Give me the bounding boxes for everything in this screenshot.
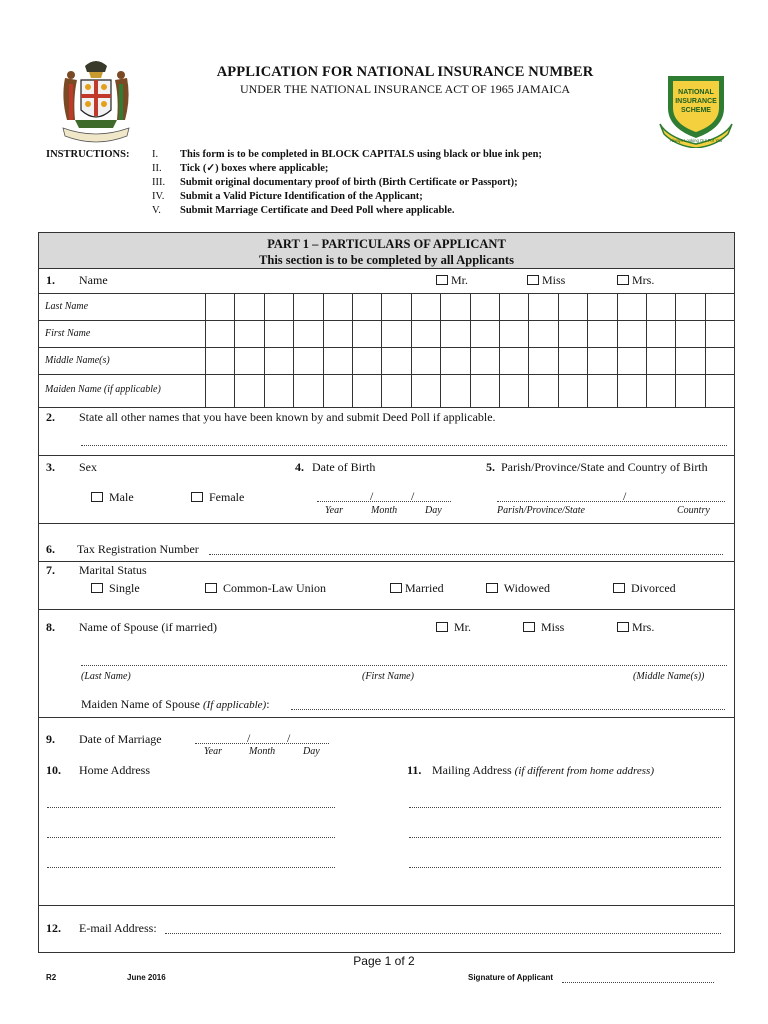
s2-label: State all other names that you have been known by and submit Deed Poll if applicable. — [79, 410, 496, 424]
name-grid — [39, 293, 734, 407]
middle-name-label: Middle Name(s) — [45, 355, 110, 366]
instruction-num: I. — [152, 149, 159, 160]
marriage-month-caption: Month — [249, 746, 276, 757]
name-grid-divider — [558, 293, 559, 407]
name-grid-divider — [323, 293, 324, 407]
logo-ribbon-text: Always Looking Out For You — [669, 138, 723, 143]
parish-caption: Parish/Province/State — [497, 505, 585, 516]
form-revision: R2 — [46, 973, 57, 982]
s11-label: Mailing Address (if different from home address) — [432, 763, 654, 777]
nis-shield-logo — [656, 66, 736, 148]
s5-label: Parish/Province/State and Country of Birth — [501, 460, 708, 474]
marriage-date-field[interactable] — [195, 743, 329, 744]
form-date: June 2016 — [127, 973, 166, 982]
checkbox-icon — [91, 492, 103, 502]
marital-widowed-checkbox[interactable]: Widowed — [486, 581, 550, 596]
instruction-num: III. — [152, 177, 166, 188]
name-grid-divider — [411, 293, 412, 407]
marital-married-checkbox[interactable]: Married — [390, 581, 444, 596]
name-grid-divider — [646, 293, 647, 407]
part1-heading: PART 1 – PARTICULARS OF APPLICANT — [267, 237, 506, 251]
name-grid-divider — [528, 293, 529, 407]
name-grid-divider — [587, 293, 588, 407]
s3-number: 3. — [46, 460, 55, 474]
name-grid-divider — [264, 293, 265, 407]
name-grid-divider — [675, 293, 676, 407]
checkbox-icon — [390, 583, 402, 593]
checkbox-icon — [436, 622, 448, 632]
name-grid-divider — [499, 293, 500, 407]
marital-common-law-checkbox[interactable]: Common-Law Union — [205, 581, 326, 596]
checkbox-icon — [486, 583, 498, 593]
dob-field[interactable] — [317, 501, 451, 502]
name-grid-divider — [205, 293, 206, 407]
checkbox-icon — [527, 275, 539, 285]
instruction-num: V. — [152, 205, 161, 216]
marriage-year-caption: Year — [204, 746, 222, 757]
instruction-num: II. — [152, 163, 162, 174]
s4-label: Date of Birth — [312, 460, 376, 474]
spouse-mrs-checkbox[interactable]: Mrs. — [617, 620, 654, 635]
dob-day-caption: Day — [425, 505, 442, 516]
first-name-label: First Name — [45, 328, 91, 339]
trn-field[interactable] — [209, 554, 723, 555]
home-address-line3[interactable] — [47, 867, 335, 868]
home-address-line2[interactable] — [47, 837, 335, 838]
title-miss-checkbox[interactable]: Miss — [527, 273, 565, 288]
signature-label: Signature of Applicant — [468, 973, 554, 982]
instruction-text: Tick (✓) boxes where applicable; — [180, 163, 329, 174]
checkbox-icon — [613, 583, 625, 593]
spouse-last-caption: (Last Name) — [81, 671, 131, 682]
sex-female-checkbox[interactable]: Female — [191, 490, 244, 505]
logo-text-line2: INSURANCE — [675, 98, 717, 105]
logo-text-line3: SCHEME — [681, 107, 711, 114]
mailing-address-line3[interactable] — [409, 867, 721, 868]
email-field[interactable] — [165, 933, 721, 934]
maiden-name-label: Maiden Name (if applicable) — [45, 384, 161, 395]
s10-label: Home Address — [79, 763, 150, 777]
other-names-field[interactable] — [81, 445, 727, 446]
country-caption: Country — [677, 505, 710, 516]
s7-number: 7. — [46, 563, 55, 577]
name-grid-divider — [617, 293, 618, 407]
instructions-label: INSTRUCTIONS: — [46, 149, 130, 160]
mailing-address-line2[interactable] — [409, 837, 721, 838]
spouse-mr-checkbox[interactable]: Mr. — [436, 620, 471, 635]
instruction-num: IV. — [152, 191, 165, 202]
dob-month-caption: Month — [371, 505, 398, 516]
dob-year-caption: Year — [325, 505, 343, 516]
name-grid-divider — [705, 293, 706, 407]
s8-label: Name of Spouse (if married) — [79, 620, 217, 634]
s2-number: 2. — [46, 410, 55, 424]
spouse-maiden-field[interactable] — [291, 709, 725, 710]
name-grid-divider — [470, 293, 471, 407]
part1-header — [39, 233, 734, 269]
instruction-text: Submit a Valid Picture Identification of the Applicant; — [180, 191, 423, 202]
s1-label: Name — [79, 273, 108, 287]
title-mr-checkbox[interactable]: Mr. — [436, 273, 468, 288]
form-subtitle: UNDER THE NATIONAL INSURANCE ACT OF 1965 JAMAICA — [239, 82, 571, 96]
s11-number: 11. — [407, 763, 422, 777]
birthplace-field[interactable] — [497, 501, 725, 502]
checkbox-icon — [523, 622, 535, 632]
spouse-miss-checkbox[interactable]: Miss — [523, 620, 564, 635]
s9-label: Date of Marriage — [79, 732, 162, 746]
instruction-text: Submit original documentary proof of birth (Birth Certificate or Passport); — [180, 177, 518, 188]
marital-divorced-checkbox[interactable]: Divorced — [613, 581, 676, 596]
s3-label: Sex — [79, 460, 97, 474]
s4-number: 4. — [295, 460, 304, 474]
checkbox-icon — [205, 583, 217, 593]
s12-label: E-mail Address: — [79, 921, 157, 935]
spouse-first-caption: (First Name) — [362, 671, 414, 682]
spouse-middle-caption: (Middle Name(s)) — [633, 671, 705, 682]
name-grid-divider — [293, 293, 294, 407]
spouse-maiden-label: Maiden Name of Spouse (If applicable): — [81, 697, 270, 711]
name-grid-divider — [381, 293, 382, 407]
sex-male-checkbox[interactable]: Male — [91, 490, 134, 505]
s7-label: Marital Status — [79, 563, 147, 577]
checkbox-icon — [617, 275, 629, 285]
s1-number: 1. — [46, 273, 55, 287]
s8-number: 8. — [46, 620, 55, 634]
name-grid-divider — [352, 293, 353, 407]
s9-number: 9. — [46, 732, 55, 746]
checkbox-icon — [91, 583, 103, 593]
s5-number: 5. — [486, 460, 495, 474]
s10-number: 10. — [46, 763, 61, 777]
last-name-label: Last Name — [45, 301, 89, 312]
marital-single-checkbox[interactable]: Single — [91, 581, 140, 596]
form-title: APPLICATION FOR NATIONAL INSURANCE NUMBER — [216, 64, 594, 80]
instruction-text: Submit Marriage Certificate and Deed Poll where applicable. — [180, 205, 455, 216]
s6-label: Tax Registration Number — [77, 542, 199, 556]
spouse-name-field[interactable] — [81, 665, 727, 666]
logo-text-line1: NATIONAL — [678, 89, 714, 96]
page-number: Page 1 of 2 — [353, 954, 415, 968]
home-address-line1[interactable] — [47, 807, 335, 808]
checkbox-icon — [436, 275, 448, 285]
title-mrs-checkbox[interactable]: Mrs. — [617, 273, 654, 288]
coat-of-arms-logo — [55, 58, 137, 146]
name-grid-divider — [234, 293, 235, 407]
mailing-address-line1[interactable] — [409, 807, 721, 808]
part1-subheading: This section is to be completed by all Applicants — [259, 253, 514, 267]
s6-number: 6. — [46, 542, 55, 556]
signature-field[interactable] — [562, 982, 714, 983]
checkbox-icon — [617, 622, 629, 632]
marriage-day-caption: Day — [303, 746, 320, 757]
checkbox-icon — [191, 492, 203, 502]
part1-form: PART 1 – PARTICULARS OF APPLICANT This section is to be completed by all Applicants 1. Name Mr. Miss Mrs. Last Name First Name Middle Name(s) Maiden Name (if applicable) 2. State all other names that you have been known by and submit Deed Poll if applicable. 3. Sex Male Female 4. Date of Birth / / Year Month Day 5. Parish/Province/State and Country of Birth / Parish/Province/State Country 6. Tax Registration Number 7. Marital Status Single Common-Law Union Married Widowed Divorced 8. Name of Spouse (if married) Mr. Miss Mrs. (Last Name) (First Name) (Middle Name(s)) Maiden Name of Spouse (If applicable): 9. Date of Marriage / / Year Month Day 10. Home Address 11. Mailing Address (if different from home address) 12. E-mail Address: — [38, 232, 735, 953]
s12-number: 12. — [46, 921, 61, 935]
instruction-text: This form is to be completed in BLOCK CAPITALS using black or blue ink pen; — [180, 149, 542, 160]
name-grid-divider — [440, 293, 441, 407]
